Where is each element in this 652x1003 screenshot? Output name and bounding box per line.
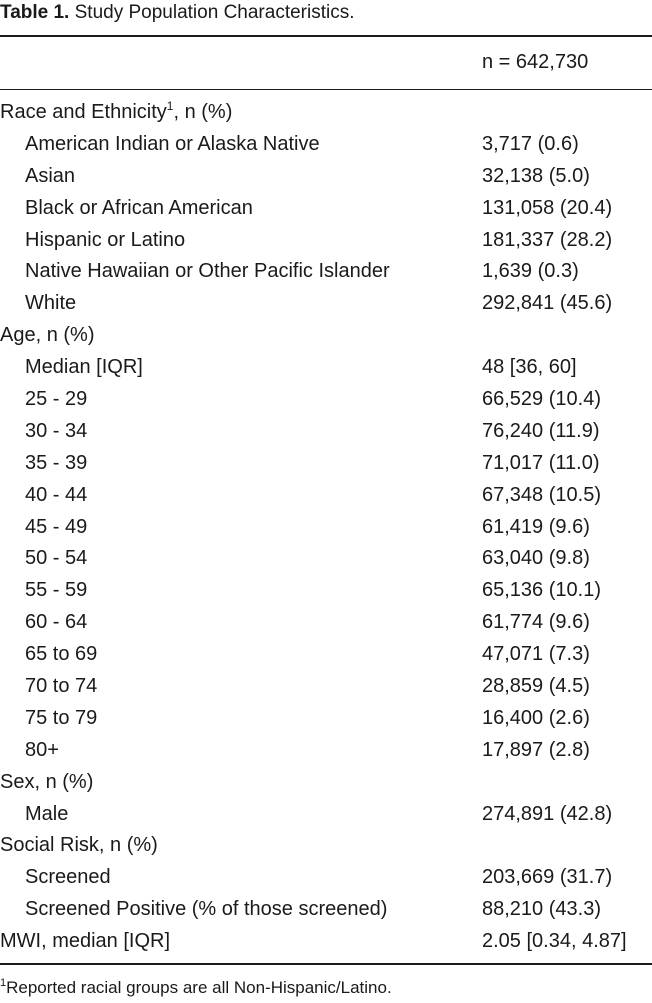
row-label-text: Age, n (%)	[0, 324, 95, 347]
table-row	[0, 671, 652, 703]
table-row	[0, 735, 652, 767]
row-label-text: Screened Positive (% of those screened)	[25, 898, 388, 921]
row-value: 67,348 (10.5)	[482, 483, 601, 506]
row-label	[25, 671, 97, 703]
row-value: 71,017 (11.0)	[482, 451, 600, 474]
row-value: 203,669 (31.7)	[482, 866, 613, 889]
row-label-text: 80+	[25, 738, 59, 761]
row-label	[25, 512, 87, 544]
row-label	[25, 416, 87, 448]
row-label-text: 55 - 59	[25, 579, 88, 602]
row-label	[25, 448, 87, 480]
row-label-text: White	[25, 292, 77, 315]
table-row	[0, 639, 652, 671]
row-label	[0, 320, 94, 352]
top-rule	[0, 35, 652, 37]
row-label-text: 40 - 44	[25, 483, 88, 506]
row-label	[25, 352, 143, 384]
row-label-text: American Indian or Alaska Native	[25, 132, 320, 155]
row-value: 292,841 (45.6)	[482, 292, 613, 315]
table-row	[0, 543, 652, 575]
row-label	[25, 543, 87, 575]
header-rule	[0, 89, 652, 90]
table-row	[0, 512, 652, 544]
table-row	[0, 161, 652, 193]
row-label-text: 45 - 49	[25, 515, 88, 538]
row-value: 3,717 (0.6)	[482, 132, 579, 155]
table-row	[0, 894, 652, 926]
table-row	[0, 767, 652, 799]
row-label-text: 70 to 74	[25, 675, 98, 698]
row-label-text: Native Hawaiian or Other Pacific Islander	[25, 260, 390, 283]
row-value: 1,639 (0.3)	[482, 260, 579, 283]
table-row	[0, 256, 652, 288]
footnote-ref: 1	[166, 99, 174, 113]
footnote-text: Reported racial groups are all Non-Hispanic/Latino.	[6, 978, 392, 997]
row-label	[25, 480, 87, 512]
row-label	[25, 129, 320, 161]
row-label	[25, 735, 59, 767]
row-label	[25, 384, 87, 416]
table-row	[0, 830, 652, 862]
table-row	[0, 607, 652, 639]
table-row	[0, 448, 652, 480]
row-label-suffix: , n (%)	[173, 101, 233, 123]
row-label-text: 30 - 34	[25, 419, 88, 442]
row-label-text: Male	[25, 802, 69, 825]
row-label	[25, 575, 87, 607]
row-value: 66,529 (10.4)	[482, 388, 601, 411]
table-row	[0, 225, 652, 257]
row-value: 131,058 (20.4)	[482, 196, 613, 219]
table-footnote	[0, 975, 392, 1001]
row-value: 47,071 (7.3)	[482, 643, 590, 666]
table-row	[0, 193, 652, 225]
row-label	[25, 799, 68, 831]
table-row	[0, 97, 652, 129]
row-value: 65,136 (10.1)	[482, 579, 601, 602]
row-label-text: MWI, median [IQR]	[0, 930, 171, 953]
row-label	[0, 97, 232, 129]
table-row	[0, 703, 652, 735]
row-label-text: Social Risk, n (%)	[0, 834, 158, 857]
row-label	[25, 288, 76, 320]
row-label	[0, 926, 170, 958]
row-label-text: Sex, n (%)	[0, 770, 94, 793]
row-label-text: 25 - 29	[25, 388, 88, 411]
row-value: 76,240 (11.9)	[482, 419, 600, 442]
row-value: 181,337 (28.2)	[482, 228, 613, 251]
row-value: 28,859 (4.5)	[482, 675, 590, 698]
table-body	[0, 97, 652, 958]
table-row	[0, 480, 652, 512]
row-label-text: 50 - 54	[25, 547, 88, 570]
row-label-text: Hispanic or Latino	[25, 228, 186, 251]
row-value: 61,419 (9.6)	[482, 515, 590, 538]
row-label-text: Median [IQR]	[25, 356, 143, 379]
column-header-total: n = 642,730	[482, 51, 589, 73]
row-label	[0, 767, 93, 799]
table-row	[0, 926, 652, 958]
row-label	[25, 894, 387, 926]
row-value: 2.05 [0.34, 4.87]	[482, 930, 627, 953]
row-label	[25, 256, 390, 288]
table-row	[0, 288, 652, 320]
row-value: 274,891 (42.8)	[482, 802, 613, 825]
row-label-text: 35 - 39	[25, 451, 88, 474]
row-label-text: Black or African American	[25, 196, 253, 219]
row-label	[25, 862, 111, 894]
row-label-text: Asian	[25, 164, 76, 187]
row-label	[25, 225, 185, 257]
row-label	[25, 607, 87, 639]
row-label-text: 60 - 64	[25, 611, 88, 634]
row-value: 61,774 (9.6)	[482, 611, 590, 634]
row-value: 63,040 (9.8)	[482, 547, 590, 570]
row-label-text: 75 to 79	[25, 706, 98, 729]
table-row	[0, 575, 652, 607]
table-row	[0, 320, 652, 352]
row-value: 88,210 (43.3)	[482, 898, 601, 921]
row-label-text: Race and Ethnicity	[0, 101, 167, 123]
table-row	[0, 799, 652, 831]
table-row	[0, 416, 652, 448]
row-value: 32,138 (5.0)	[482, 164, 590, 187]
table-title: Study Population Characteristics.	[74, 2, 355, 23]
table-caption	[0, 0, 355, 26]
row-label	[25, 193, 253, 225]
table-row	[0, 862, 652, 894]
table-row	[0, 384, 652, 416]
row-label-text: 65 to 69	[25, 643, 98, 666]
row-label	[25, 161, 75, 193]
row-value: 17,897 (2.8)	[482, 738, 590, 761]
row-value: 48 [36, 60]	[482, 356, 577, 379]
row-label	[25, 639, 97, 671]
row-label	[0, 830, 158, 862]
table-row	[0, 129, 652, 161]
bottom-rule	[0, 963, 652, 965]
table-label: Table 1.	[0, 2, 70, 23]
row-value: 16,400 (2.6)	[482, 706, 590, 729]
row-label	[25, 703, 97, 735]
table-row	[0, 352, 652, 384]
footnote-marker: 1	[0, 977, 7, 989]
row-label-text: Screened	[25, 866, 111, 889]
